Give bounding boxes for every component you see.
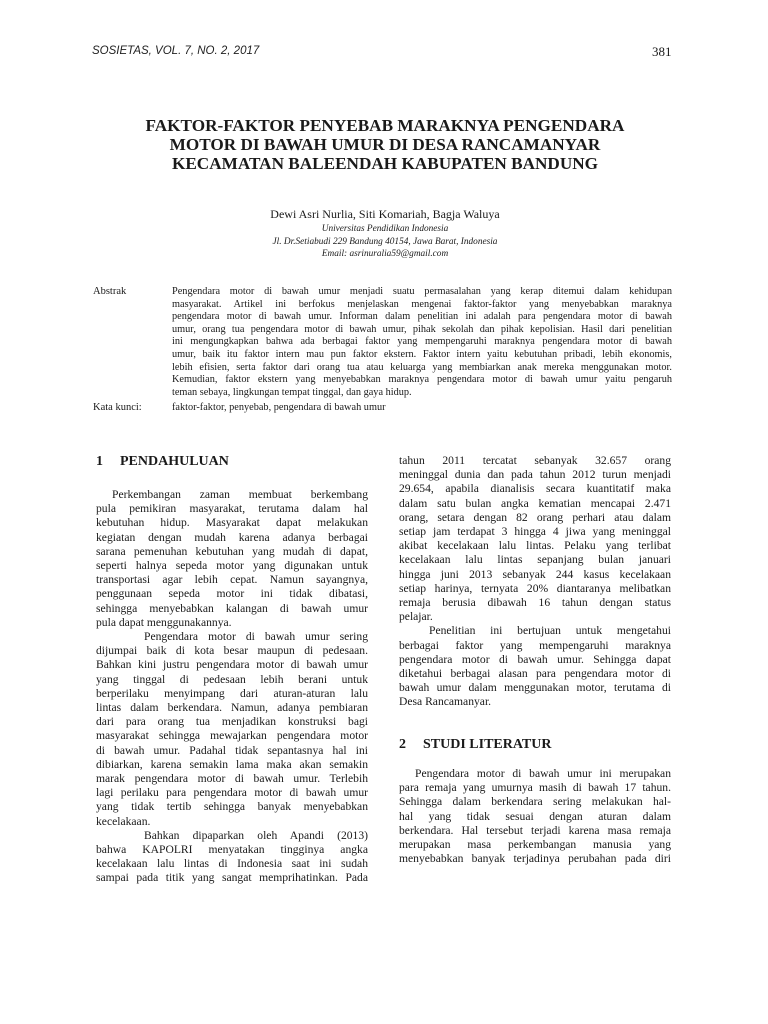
body-line: Sehingga dalam berkendara sering melakukan hal- (399, 795, 671, 809)
keywords-label: Kata kunci: (93, 402, 142, 413)
section-number: 1 (96, 454, 103, 469)
authors: Dewi Asri Nurlia, Siti Komariah, Bagja Waluya (270, 207, 500, 221)
paper-title (60, 116, 710, 173)
body-line: Penelitian ini bertujuan untuk mengetahui (429, 624, 671, 638)
body-line: sehingga menyebabkan kalangan di bawah umur (96, 601, 368, 615)
abstract-line: umur, orang tua pengendara motor di bawah umur, pihak sekolah dan pihak kepolisian. Hasil dari penelitian (172, 323, 672, 335)
body-line: para remaja yang umurnya masih di bawah 17 tahun. (399, 781, 671, 795)
body-line: seperti halnya sepeda motor yang digunakan untuk (96, 559, 368, 573)
body-line: kecelakaan. (96, 814, 151, 828)
body-line: berperilaku menyimpang dari aturan-aturan lalu (96, 686, 368, 700)
body-line: marak pengendara motor di bawah umur. Terlebih (96, 772, 368, 786)
body-line: menyebabkan banyak terjadinya perubahan pada diri (399, 852, 671, 866)
body-line: transportasi agar lebih cepat. Namun sayangnya, (96, 573, 368, 587)
body-line: pengendara motor di bawah umur. Sehingga dapat (399, 652, 671, 666)
body-line: orang, setara dengan 82 orang perhari atau dalam (399, 510, 671, 524)
title-line: KECAMATAN BALEENDAH KABUPATEN BANDUNG (171, 154, 599, 173)
abstract-line: lebih efisien, serta faktor dari orang tua atau keluarga yang membiarkan anak mereka menggunakan motor. (172, 361, 672, 373)
literature-text (399, 767, 671, 866)
abstract-text (172, 286, 672, 399)
body-line: remaja berusia dibawah 16 tahun dengan status (399, 596, 671, 610)
body-line: pelajar. (399, 610, 433, 624)
body-line: diketahui berbagai alasan para pengendara motor di (399, 667, 671, 681)
body-line: setiap harinya, ternyata 20% diantaranya melibatkan (399, 581, 671, 595)
body-line: pula dapat menggunakannya. (96, 615, 232, 629)
keywords-text: faktor-faktor, penyebab, pengendara di bawah umur (172, 402, 386, 413)
body-line: hal yang tidak sesuai dengan aturan dalam (399, 809, 671, 823)
body-line: Pengendara motor di bawah umur sering (144, 630, 368, 644)
abstract-line: masyarakat. Artikel ini berfokus menjelaskan mengenai faktor-faktor yang menyebabkan maraknya (172, 298, 672, 310)
affiliation-email: Email: asrinuralia59@gmail.com (321, 249, 449, 259)
abstract-line: Kemudian, faktor ekstern yang menyebabkan maraknya pengendara motor di bawah umur yaitu pengaruh (172, 374, 672, 386)
section-heading-studi-literatur (399, 737, 552, 753)
body-line: Bahkan kini justru pengendara motor di bawah umur (96, 658, 368, 672)
affiliation-address: Jl. Dr.Setiabudi 229 Bandung 40154, Jawa Barat, Indonesia (272, 236, 498, 247)
body-line: hingga juni 2013 sebanyak 244 kasus kecelakaan (399, 567, 671, 581)
body-line: akibat kecelakaan lalu lintas. Pelaku yang terlibat (399, 539, 671, 553)
body-line: setiap jam terdapat 3 hingga 4 jiwa yang meninggal (399, 525, 671, 539)
body-line: lagi perilaku para pengendara motor di bawah umur (96, 786, 368, 800)
affiliation-institution: Universitas Pendidikan Indonesia (321, 224, 449, 234)
abstract-line: Pengendara motor di bawah umur menjadi suatu permasalahan yang kerap ditemui dalam kehidupan (172, 286, 672, 297)
body-line: tahun 2011 tercatat sebanyak 32.657 orang (399, 454, 671, 467)
body-line: dari para orang tua menjadikan konstruksi bagi (96, 715, 368, 729)
section-title: STUDI LITERATUR (423, 737, 552, 752)
section-title: PENDAHULUAN (120, 454, 229, 469)
journal-header: SOSIETAS, VOL. 7, NO. 2, 2017 (92, 45, 260, 57)
page-number: 381 (652, 44, 672, 59)
affiliation (60, 223, 710, 261)
abstract-line: ini mengungkapkan bahwa ada berbagai faktor yang mempengaruhi maraknya pengendara motor di bawah (172, 336, 672, 348)
title-line: FAKTOR-FAKTOR PENYEBAB MARAKNYA PENGENDARA (145, 116, 625, 135)
body-line: kegiatan dengan mudah karena adanya berbagai (96, 530, 368, 544)
body-line: 29.654, apabila dianalisis secara kuantitatif maka (399, 482, 671, 496)
body-line: berbagai faktor yang mempengaruhi maraknya (399, 638, 671, 652)
body-line: di bawah umur. Padahal tidak sepantasnya hal ini (96, 743, 368, 757)
body-line: yang tidak tertib sehingga banyak menyebabkan (96, 800, 368, 814)
abstract-line: pengendara motor di bawah umur. Informan dalam penelitian ini adalah para pengendara motor di bawah (172, 311, 672, 323)
title-line: MOTOR DI BAWAH UMUR DI DESA RANCAMANYAR (169, 135, 601, 154)
body-line: sarana pemenuhan kebutuhan yang mudah di dapat, (96, 544, 368, 558)
abstract-line: teman sebaya, lingkungan tempat tinggal, dan gaya hidup. (172, 386, 412, 398)
body-line: sampai pada titik yang sangat memprihatinkan. Pada (96, 871, 368, 885)
left-column-text (96, 488, 368, 886)
right-column-text (399, 454, 671, 710)
body-line: merupakan masa perkembangan manusia yang (399, 838, 671, 852)
section-number: 2 (399, 737, 406, 752)
body-line: kecelakaan lalu lintas sepanjang bulan januari (399, 553, 671, 567)
body-line: dalam satu bulan angka kematian mencapai 2.471 (399, 496, 671, 510)
body-line: Bahkan dipaparkan oleh Apandi (2013) (144, 828, 368, 842)
body-line: lintas dalam berkendara. Namun, adanya pembiaran (96, 701, 368, 715)
abstract-label: Abstrak (93, 286, 127, 297)
body-line: dijumpai baik di kota besar maupun di pedesaan. (96, 644, 368, 658)
body-line: masyarakat sehingga mewajarkan pengendara motor (96, 729, 368, 743)
body-line: kecelakaan lalu lintas di Indonesia saat ini sudah (96, 857, 368, 871)
body-line: berkendara. Hal tersebut terjadi karena masa remaja (399, 823, 671, 837)
body-line: kebutuhan hidup. Masyarakat dapat melakukan (96, 516, 368, 530)
body-line: bawah umur dalam menggunakan motor, terutama di (399, 681, 671, 695)
body-line: yang tinggal di pedesaan lebih berani untuk (96, 672, 368, 686)
abstract-line: umur, baik itu faktor intern mau pun faktor ekstern. Faktor intern yaitu kebutuhan pribadi, lebih ekonomis, (172, 348, 672, 360)
body-line: dibiarkan, karena semakin lama maka akan semakin (96, 757, 368, 771)
body-line: Pengendara motor di bawah umur ini merupakan (415, 767, 671, 780)
body-line: Desa Rancamanyar. (399, 695, 492, 709)
section-heading-pendahuluan (96, 454, 229, 470)
body-line: pula pemikiran masyarakat, terutama dalam hal (96, 502, 368, 516)
body-line: meninggal dunia dan pada tahun 2012 turun menjadi (399, 468, 671, 482)
body-line: bahwa KAPOLRI menyatakan tingginya angka (96, 843, 368, 857)
body-line: penggunaan sepeda motor ini tidak dibatasi, (96, 587, 368, 601)
body-line: Perkembangan zaman membuat berkembang (112, 488, 368, 501)
